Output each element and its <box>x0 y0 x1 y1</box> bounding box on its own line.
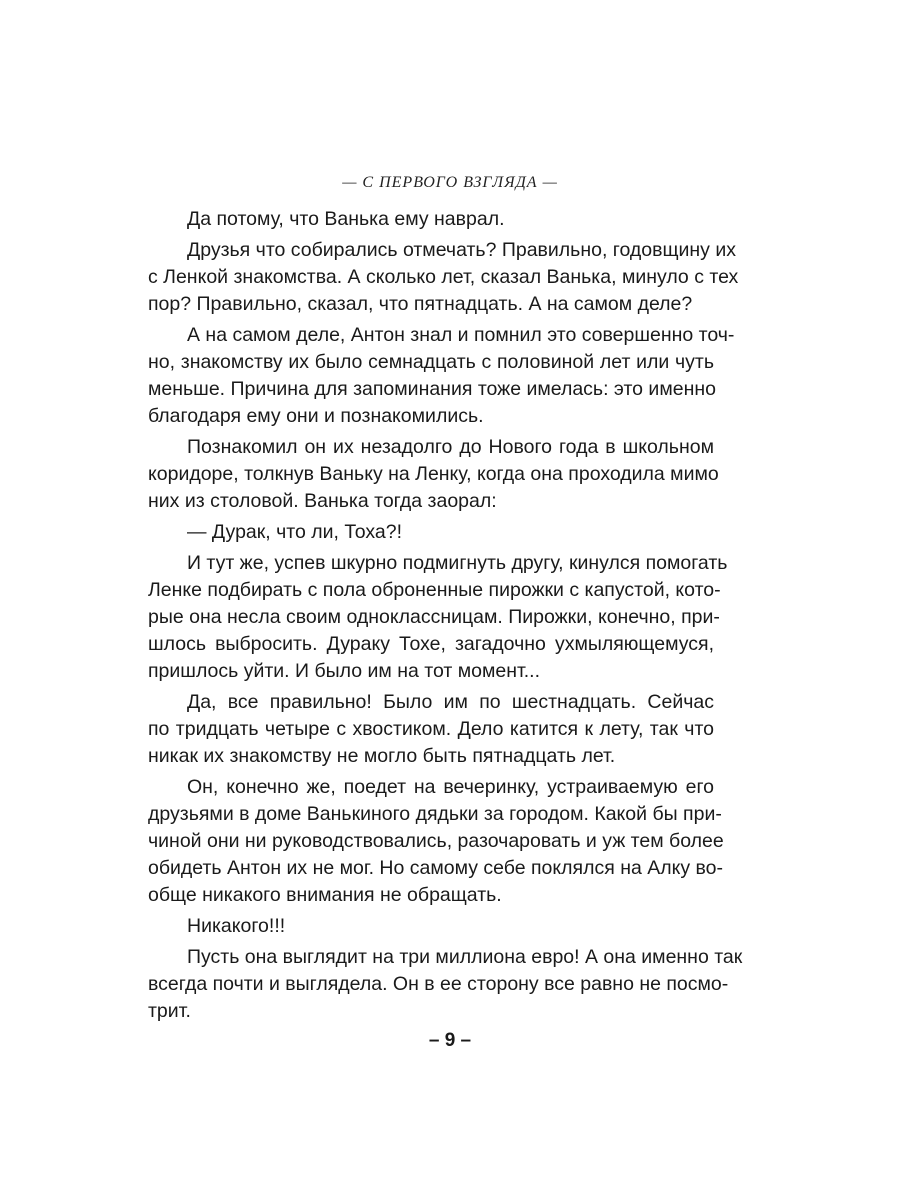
text-line: трит. <box>148 1000 191 1022</box>
page-number: – 9 – <box>428 1030 472 1051</box>
text-line: Пусть она выглядит на три миллиона евро! А она именно так <box>187 946 743 968</box>
text-line: Познакомил он их незадолго до Нового года в школьном <box>187 436 714 458</box>
text-line: Никакого!!! <box>187 915 286 937</box>
text-line: И тут же, успев шкурно подмигнуть другу, кинулся помогать <box>187 552 728 574</box>
text-line: благодаря ему они и познакомились. <box>148 405 484 427</box>
text-line: чиной они ни руководствовались, разочаровать и уж тем более <box>148 830 724 852</box>
text-line: пришлось уйти. И было им на тот момент... <box>148 660 541 682</box>
text-line: Да, все правильно! Было им по шестнадцать. Сейчас <box>187 691 714 713</box>
text-line: с Ленкой знакомства. А сколько лет, сказал Ванька, минуло с тех <box>148 266 739 288</box>
text-line: друзьями в доме Ванькиного дядьки за городом. Какой бы при- <box>148 803 722 825</box>
text-line: никак их знакомству не могло быть пятнадцать лет. <box>148 745 616 767</box>
text-line: А на самом деле, Антон знал и помнил это совершенно точ- <box>187 324 735 346</box>
text-line: — Дурак, что ли, Тоха?! <box>187 521 403 543</box>
text-line: Да потому, что Ванька ему наврал. <box>187 208 505 230</box>
text-line: меньше. Причина для запоминания тоже имелась: это именно <box>148 378 716 400</box>
text-line: обще никакого внимания не обращать. <box>148 884 502 906</box>
text-line: всегда почти и выглядела. Он в ее сторону все равно не посмо- <box>148 973 729 995</box>
text-line: шлось выбросить. Дураку Тохе, загадочно ухмыляющемуся, <box>148 633 714 655</box>
text-line: Ленке подбирать с пола оброненные пирожки с капустой, кото- <box>148 579 721 601</box>
text-line: них из столовой. Ванька тогда заорал: <box>148 490 497 512</box>
text-line: по тридцать четыре с хвостиком. Дело катится к лету, так что <box>148 718 714 740</box>
text-line: Друзья что собирались отмечать? Правильно, годовщину их <box>187 239 736 261</box>
running-header: — С ПЕРВОГО ВЗГЛЯДА — <box>342 174 558 191</box>
text-line: Он, конечно же, поедет на вечеринку, устраиваемую его <box>187 776 714 798</box>
text-line: рые она несла своим одноклассницам. Пирожки, конечно, при- <box>148 606 720 628</box>
text-line: пор? Правильно, сказал, что пятнадцать. А на самом деле? <box>148 293 693 315</box>
text-line: но, знакомству их было семнадцать с половиной лет или чуть <box>148 351 714 373</box>
text-line: коридоре, толкнув Ваньку на Ленку, когда она проходила мимо <box>148 463 719 485</box>
text-line: обидеть Антон их не мог. Но самому себе поклялся на Алку во- <box>148 857 724 879</box>
